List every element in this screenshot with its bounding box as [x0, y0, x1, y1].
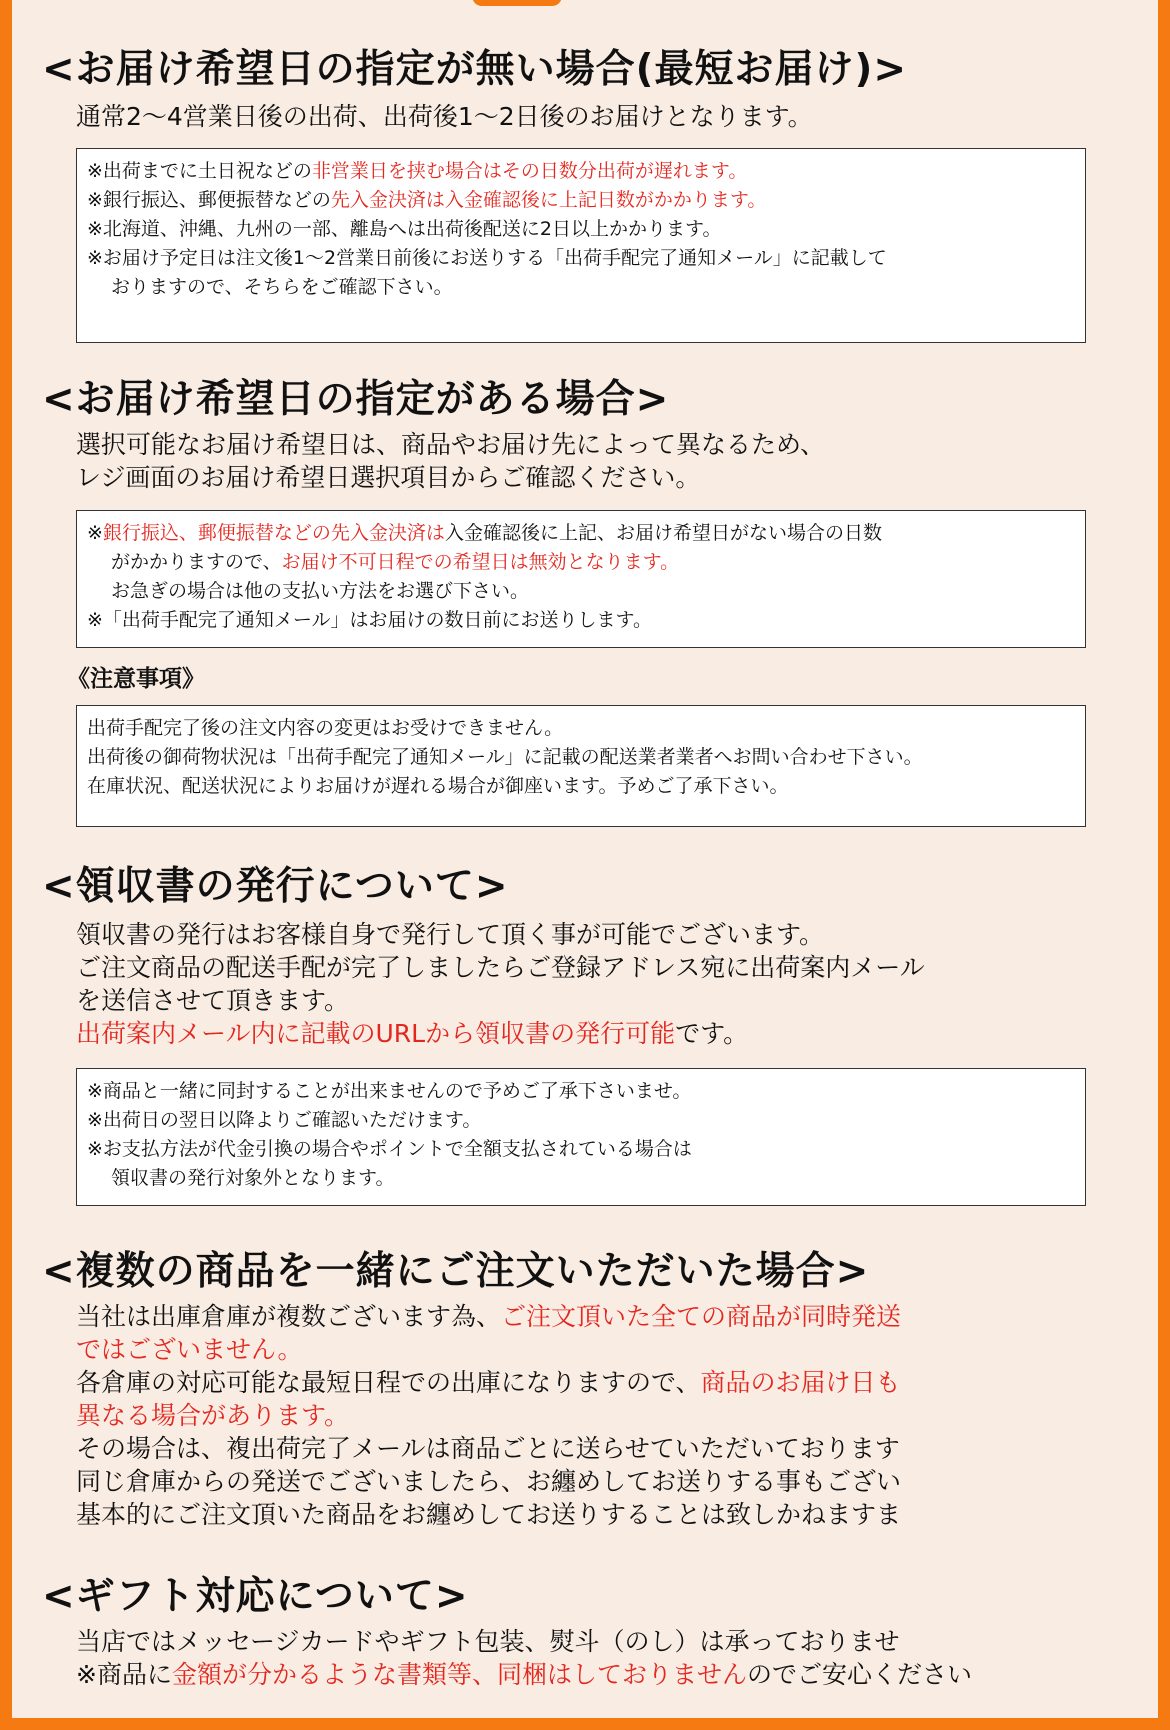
- caution-box: [76, 705, 1086, 827]
- note-text: がかかりますので、: [111, 551, 282, 573]
- note-line: お急ぎの場合は他の支払い方法をお選び下さい。: [111, 580, 530, 602]
- paragraph-highlight: ご注文頂いた全ての商品が同時発送: [501, 1302, 902, 1331]
- note-line: ※「出荷手配完了通知メール」はお届けの数日前にお送りします。: [87, 609, 653, 631]
- paragraph-line: レジ画面のお届け希望日選択項目からご確認ください。: [76, 463, 701, 492]
- paragraph-line: 選択可能なお届け希望日は、商品やお届け先によって異なるため、: [76, 430, 826, 459]
- note-text: 入金確認後に上記、お届け希望日がない場合の日数: [444, 522, 882, 544]
- note-line: [87, 548, 1085, 577]
- note-line: [87, 186, 1085, 215]
- paragraph-line: [76, 1658, 972, 1691]
- heading-gift: <ギフト対応について>: [42, 1574, 469, 1619]
- note-text: ※銀行振込、郵便振替などの: [87, 189, 331, 211]
- paragraph-highlight: 金額が分かるような書類等、同梱はしておりません: [171, 1660, 747, 1689]
- heading-shortest-delivery: <お届け希望日の指定が無い場合(最短お届け)>: [42, 47, 908, 92]
- paragraph-shortest-delivery: [76, 100, 813, 133]
- paragraph-highlight: 異なる場合があります。: [76, 1401, 350, 1430]
- paragraph-gift: [76, 1625, 972, 1691]
- paragraph-line: その場合は、複出荷完了メールは商品ごとに送らせていただいております: [76, 1434, 900, 1463]
- heading-multiple-items: <複数の商品を一緒にご注文いただいた場合>: [42, 1249, 870, 1294]
- caution-line: 出荷後の御荷物状況は「出荷手配完了通知メール」に記載の配送業者業者へお問い合わせ下さい。: [87, 746, 923, 768]
- paragraph-line: 通常2〜4営業日後の出荷、出荷後1〜2日後のお届けとなります。: [76, 102, 813, 131]
- paragraph-line: 基本的にご注文頂いた商品をお纏めしてお送りすることは致しかねますま: [76, 1500, 902, 1529]
- caution-heading: 《注意事項》: [67, 666, 205, 692]
- paragraph-text: のでご安心ください: [746, 1660, 972, 1689]
- paragraph-line: 当店ではメッセージカードやギフト包装、熨斗（のし）は承っておりませ: [76, 1627, 900, 1656]
- notes-box-receipt: [76, 1068, 1086, 1206]
- paragraph-line: 同じ倉庫からの発送でございましたら、お纏めしてお送りする事もござい: [76, 1467, 902, 1496]
- paragraph-highlight: 商品のお届け日も: [700, 1368, 901, 1397]
- note-line: ※お届け予定日は注文後1〜2営業日前後にお送りする「出荷手配完了通知メール」に記載して: [87, 247, 887, 269]
- note-line: ※出荷日の翌日以降よりご確認いただけます。: [87, 1109, 482, 1131]
- paragraph-line: [76, 1366, 901, 1399]
- paragraph-line: [76, 1017, 925, 1050]
- paragraph-line: を送信させて頂きます。: [76, 986, 350, 1015]
- note-line: [87, 157, 1085, 186]
- notes-box-specified-delivery: [76, 510, 1086, 648]
- paragraph-text: です。: [675, 1019, 749, 1048]
- note-line: おりますので、そちらをご確認下さい。: [111, 276, 453, 298]
- paragraph-line: [76, 1300, 901, 1333]
- note-highlight: 銀行振込、郵便振替などの先入金決済は: [102, 522, 445, 544]
- note-text: ※: [87, 522, 103, 544]
- receipt-url-highlight: 出荷案内メール内に記載のURLから領収書の発行可能: [76, 1019, 676, 1048]
- note-line: ※北海道、沖縄、九州の一部、離島へは出荷後配送に2日以上かかります。: [87, 218, 722, 240]
- paragraph-receipt: [76, 918, 925, 1050]
- note-line: [87, 519, 1085, 548]
- paragraph-line: 領収書の発行はお客様自身で発行して頂く事が可能でございます。: [76, 920, 825, 949]
- page: [12, 0, 1158, 1718]
- caution-line: 在庫状況、配送状況によりお届けが遅れる場合が御座います。予めご了承下さい。: [87, 775, 789, 797]
- note-highlight: お届け不可日程での希望日は無効となります。: [281, 551, 680, 573]
- heading-specified-delivery: <お届け希望日の指定がある場合>: [42, 377, 670, 422]
- paragraph-text: 当社は出庫倉庫が複数ございます為、: [76, 1302, 502, 1331]
- note-highlight: 先入金決済は入金確認後に上記日数がかかります。: [330, 189, 767, 211]
- note-line: 領収書の発行対象外となります。: [111, 1167, 395, 1189]
- note-highlight: 非営業日を挟む場合はその日数分出荷が遅れます。: [311, 160, 748, 182]
- note-line: ※商品と一緒に同封することが出来ませんので予めご了承下さいませ。: [87, 1080, 692, 1102]
- paragraph-text: ※商品に: [76, 1660, 172, 1689]
- note-line: ※お支払方法が代金引換の場合やポイントで全額支払されている場合は: [87, 1138, 692, 1160]
- heading-receipt: <領収書の発行について>: [42, 864, 509, 909]
- note-text: ※出荷までに土日祝などの: [87, 160, 312, 182]
- paragraph-highlight: ではございません。: [76, 1335, 303, 1364]
- header-tab-stub: [472, 0, 562, 6]
- paragraph-multiple-items: [76, 1300, 901, 1531]
- paragraph-line: ご注文商品の配送手配が完了しましたらご登録アドレス宛に出荷案内メール: [76, 953, 925, 982]
- caution-line: 出荷手配完了後の注文内容の変更はお受けできません。: [87, 717, 564, 739]
- paragraph-specified-delivery: [76, 428, 825, 494]
- paragraph-text: 各倉庫の対応可能な最短日程での出庫になりますので、: [76, 1368, 701, 1397]
- notes-box-shortest-delivery: [76, 148, 1086, 343]
